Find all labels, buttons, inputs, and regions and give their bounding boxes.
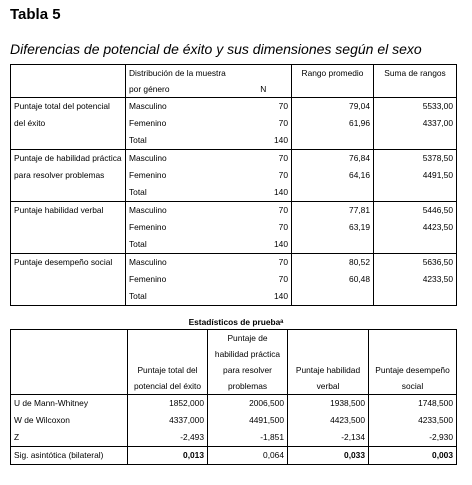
header-suma: Suma de rangos — [384, 68, 446, 78]
group-label: Puntaje desempeño social — [11, 254, 126, 306]
suma-cell — [374, 236, 457, 254]
stats-header-row — [11, 330, 457, 395]
rango-cell — [292, 236, 374, 254]
rango-cell — [292, 132, 374, 150]
stats-cell: 2006,500 — [208, 395, 288, 413]
rango-cell: 64,16 — [292, 167, 374, 184]
stats-row — [11, 429, 457, 447]
stats-cell: -2,134 — [288, 429, 369, 447]
stats-header: Puntaje total del potencial del éxito — [128, 330, 208, 395]
sig-cell: 0,064 — [208, 447, 288, 465]
rango-cell — [292, 288, 374, 306]
rank-table-row — [11, 98, 457, 116]
n-cell: 70 — [236, 219, 292, 236]
stats-cell: 4233,500 — [369, 412, 457, 429]
header-rango: Rango promedio — [292, 65, 374, 98]
suma-cell: 5446,50 — [374, 202, 457, 220]
stats-cell: -2,493 — [128, 429, 208, 447]
suma-cell: 4233,50 — [422, 274, 453, 284]
header-distribution: Distribución de la muestra por género — [129, 68, 226, 94]
significance-row — [11, 447, 457, 465]
stats-cell: 4337,000 — [128, 412, 208, 429]
rango-cell: 60,48 — [292, 271, 374, 288]
suma-cell — [374, 132, 457, 150]
group-label: Puntaje de habilidad práctica para resolver problemas — [11, 150, 126, 202]
category-cell: Total — [129, 135, 147, 145]
n-cell: 140 — [236, 132, 292, 150]
category-cell: Total — [129, 239, 147, 249]
stats-row — [11, 395, 457, 413]
n-cell: 140 — [236, 236, 292, 254]
stats-cell: 4491,500 — [208, 412, 288, 429]
sig-cell: 0,033 — [288, 447, 369, 465]
n-cell: 70 — [236, 202, 292, 220]
table-title: Tabla 5 — [10, 6, 61, 23]
category-cell: Masculino — [126, 254, 236, 272]
stats-row-label: W de Wilcoxon — [11, 412, 128, 429]
suma-cell: 4337,00 — [422, 118, 453, 128]
rango-cell: 61,96 — [292, 115, 374, 132]
rango-cell: 63,19 — [292, 219, 374, 236]
suma-cell: 4423,50 — [422, 222, 453, 232]
category-cell: Femenino — [129, 274, 167, 284]
stats-header: Puntaje habilidad verbal — [288, 330, 369, 395]
n-cell: 140 — [236, 184, 292, 202]
n-cell: 70 — [236, 271, 292, 288]
suma-cell: 5533,00 — [374, 98, 457, 116]
n-cell: 70 — [236, 167, 292, 184]
stats-cell: -1,851 — [208, 429, 288, 447]
rank-table-row — [11, 150, 457, 168]
stats-row — [11, 412, 457, 429]
rango-cell: 76,84 — [292, 150, 374, 168]
category-cell: Masculino — [126, 98, 236, 116]
sig-cell: 0,013 — [128, 447, 208, 465]
category-cell: Femenino — [129, 222, 167, 232]
suma-cell: 5636,50 — [374, 254, 457, 272]
n-cell: 140 — [236, 288, 292, 306]
n-cell: 70 — [236, 254, 292, 272]
group-label: Puntaje total del potencial del éxito — [11, 98, 126, 150]
suma-cell — [374, 184, 457, 202]
stats-row-label: Z — [11, 429, 128, 447]
stats-header: Puntaje desempeño social — [369, 330, 457, 395]
table-subtitle: Diferencias de potencial de éxito y sus dimensiones según el sexo — [10, 41, 422, 57]
stats-cell: 1938,500 — [288, 395, 369, 413]
suma-cell: 5378,50 — [374, 150, 457, 168]
sig-cell: 0,003 — [369, 447, 457, 465]
n-cell: 70 — [236, 98, 292, 116]
rank-table-row — [11, 202, 457, 220]
rank-table-row — [11, 254, 457, 272]
stats-header: Puntaje de habilidad práctica para resolver problemas — [208, 330, 288, 395]
rank-table-header — [11, 65, 457, 98]
stats-title: Estadísticos de pruebaᵃ — [188, 317, 284, 327]
rango-cell: 79,04 — [292, 98, 374, 116]
test-statistics-table — [10, 329, 457, 465]
suma-cell: 4491,50 — [422, 170, 453, 180]
n-cell: 70 — [236, 115, 292, 132]
stats-cell: 1748,500 — [369, 395, 457, 413]
stats-row-label: U de Mann-Whitney — [11, 395, 128, 413]
rank-table — [10, 64, 457, 306]
category-cell: Femenino — [129, 170, 167, 180]
rango-cell — [292, 184, 374, 202]
category-cell: Masculino — [126, 202, 236, 220]
group-label: Puntaje habilidad verbal — [11, 202, 126, 254]
sig-label: Sig. asintótica (bilateral) — [11, 447, 128, 465]
rango-cell: 77,81 — [292, 202, 374, 220]
category-cell: Total — [129, 291, 147, 301]
category-cell: Masculino — [126, 150, 236, 168]
n-cell: 70 — [236, 150, 292, 168]
stats-cell: 4423,500 — [288, 412, 369, 429]
rango-cell: 80,52 — [292, 254, 374, 272]
suma-cell — [374, 288, 457, 306]
stats-cell: 1852,000 — [128, 395, 208, 413]
category-cell: Total — [129, 187, 147, 197]
category-cell: Femenino — [129, 118, 167, 128]
stats-cell: -2,930 — [369, 429, 457, 447]
header-n: N — [236, 65, 292, 98]
